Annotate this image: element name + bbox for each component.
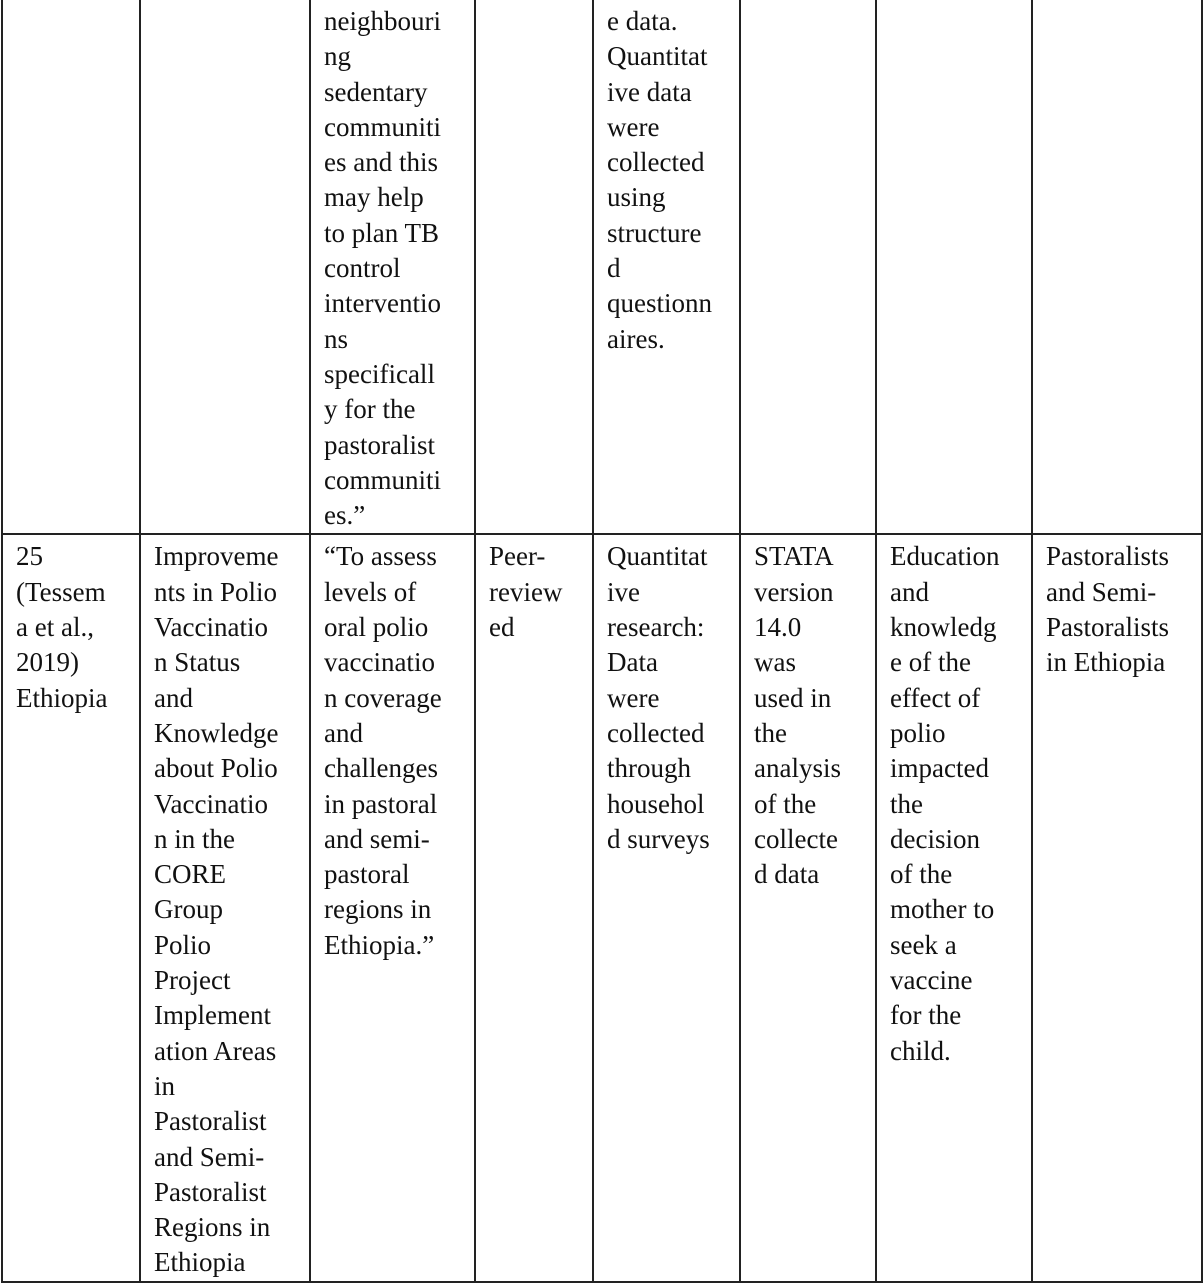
- table-cell-source-type: [475, 0, 593, 534]
- table-cell-study: 25 (Tessem a et al., 2019) Ethiopia: [2, 534, 140, 1281]
- table-cell-aim: “To assess levels of oral polio vaccinatio n coverage and challenges in pastoral and semi- pastoral regions in Ethiopia.”: [310, 534, 475, 1281]
- table-cell-title: [140, 0, 310, 534]
- table-cell-title: Improveme nts in Polio Vaccinatio n Status and Knowledge about Polio Vaccinatio n in the CORE Group Polio Project Implement ation Areas in Pastoralist and Semi- Pastoralist Regions in Ethiopia: [140, 534, 310, 1281]
- table-cell-analysis: [740, 0, 876, 534]
- table-cell-study: [2, 0, 140, 534]
- table-cell-analysis: STATA version 14.0 was used in the analysis of the collecte d data: [740, 534, 876, 1281]
- table-cell-source-type: Peer- review ed: [475, 534, 593, 1281]
- literature-review-table: [1, 0, 1203, 1283]
- table-cell-aim: neighbouri ng sedentary communiti es and this may help to plan TB control interventio ns specificall y for the pastoralist communiti es.”: [310, 0, 475, 534]
- table-row: [2, 534, 1202, 1281]
- table-row: [2, 0, 1202, 534]
- table-cell-population: [1032, 0, 1202, 534]
- table-cell-findings: [876, 0, 1032, 534]
- table-cell-population: Pastoralists and Semi- Pastoralists in Ethiopia: [1032, 534, 1202, 1281]
- table-cell-findings: Education and knowledg e of the effect of polio impacted the decision of the mother to seek a vaccine for the child.: [876, 534, 1032, 1281]
- table-cell-methodology: e data. Quantitat ive data were collected using structure d questionn aires.: [593, 0, 740, 534]
- table-cell-methodology: Quantitat ive research: Data were collected through househol d surveys: [593, 534, 740, 1281]
